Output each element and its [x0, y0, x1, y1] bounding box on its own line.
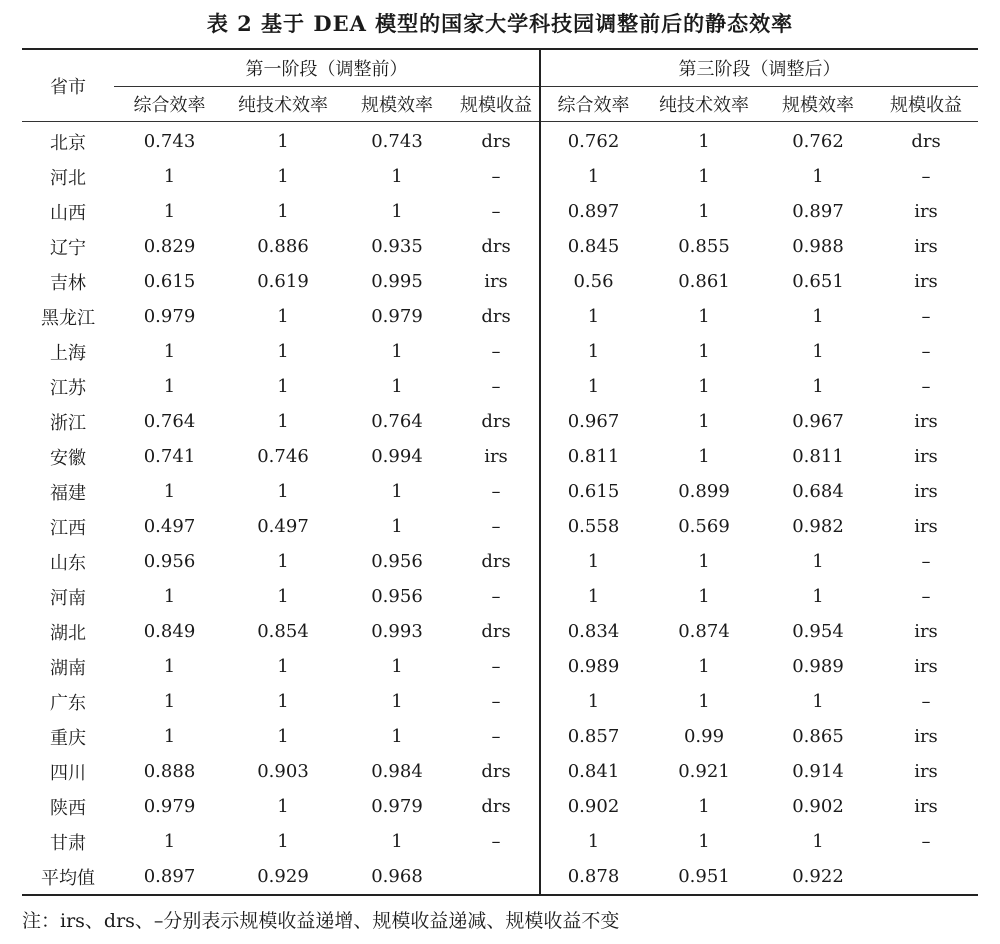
value-cell: 1 [391, 726, 403, 747]
value-cell: drs [481, 621, 511, 642]
value-cell: 1 [163, 831, 176, 852]
value-cell: 1 [277, 796, 289, 817]
col-header: 规模效率 [762, 87, 874, 122]
value-cell: 1 [812, 551, 824, 572]
table-row [22, 369, 978, 404]
value-cell: 1 [391, 341, 403, 362]
value-cell: 0.878 [540, 859, 646, 895]
value-cell: 1 [698, 166, 710, 187]
table-body [22, 122, 978, 896]
value-cell: 0.855 [678, 236, 730, 257]
value-cell: 0.956 [371, 551, 423, 572]
table-row [22, 404, 978, 439]
value-cell: 0.902 [792, 796, 844, 817]
table-row [22, 264, 978, 299]
value-cell: – [491, 586, 501, 607]
value-cell: 1 [277, 306, 289, 327]
value-cell: 1 [812, 166, 824, 187]
province-cell: 黑龙江 [41, 307, 95, 329]
value-cell: 1 [698, 201, 710, 222]
value-cell: 1 [277, 656, 289, 677]
value-cell: 1 [540, 369, 646, 404]
value-cell [453, 859, 540, 895]
value-cell: 1 [698, 796, 710, 817]
value-cell: 1 [698, 306, 710, 327]
value-cell: 0.888 [143, 761, 196, 782]
province-cell: 四川 [50, 762, 86, 784]
value-cell: 0.741 [143, 446, 196, 467]
table-row [22, 194, 978, 229]
value-cell: 1 [698, 691, 710, 712]
value-cell: irs [914, 796, 938, 817]
province-cell: 福建 [50, 482, 86, 504]
value-cell: 1 [277, 341, 289, 362]
value-cell: 1 [540, 544, 646, 579]
value-cell: 0.865 [792, 726, 844, 747]
value-cell: 0.922 [762, 859, 874, 895]
col-header: 规模收益 [874, 87, 978, 122]
value-cell: 1 [277, 411, 289, 432]
value-cell: 1 [698, 341, 710, 362]
table-row [22, 334, 978, 369]
value-cell: 0.811 [792, 446, 844, 467]
value-cell: 0.994 [371, 446, 423, 467]
table-row [22, 474, 978, 509]
value-cell: 1 [163, 166, 176, 187]
value-cell: 1 [540, 334, 646, 369]
province-cell: 湖北 [50, 622, 86, 644]
value-cell: irs [914, 411, 938, 432]
value-cell: 0.619 [257, 271, 309, 292]
province-cell: 江西 [50, 517, 86, 539]
value-cell: 1 [277, 586, 289, 607]
value-cell: 0.989 [540, 649, 646, 684]
value-cell: 1 [391, 656, 403, 677]
value-cell: – [491, 726, 501, 747]
province-cell: 甘肃 [50, 832, 86, 854]
value-cell: irs [914, 621, 938, 642]
value-cell: 0.497 [257, 516, 309, 537]
province-cell: 吉林 [50, 272, 86, 294]
value-cell: 0.897 [114, 859, 225, 895]
value-cell: 0.954 [792, 621, 844, 642]
value-cell: 1 [277, 726, 289, 747]
value-cell: 0.857 [540, 719, 646, 754]
value-cell: irs [484, 446, 508, 467]
province-cell: 辽宁 [50, 237, 86, 259]
province-cell: 上海 [50, 342, 86, 364]
value-cell: 1 [391, 201, 403, 222]
value-cell: – [491, 481, 501, 502]
table-row [22, 649, 978, 684]
value-cell: 0.902 [540, 789, 646, 824]
value-cell: – [491, 376, 501, 397]
table-row [22, 299, 978, 334]
value-cell: 0.886 [257, 236, 309, 257]
value-cell: – [921, 551, 931, 572]
value-cell: 1 [391, 516, 403, 537]
province-cell: 安徽 [50, 447, 86, 469]
value-cell: 0.743 [143, 131, 196, 152]
value-cell: 0.56 [540, 264, 646, 299]
value-cell: 1 [391, 376, 403, 397]
value-cell: 1 [540, 579, 646, 614]
province-cell: 平均值 [22, 859, 114, 895]
value-cell: 1 [698, 376, 710, 397]
value-cell: drs [911, 131, 941, 152]
value-cell: irs [914, 271, 938, 292]
value-cell: 1 [812, 341, 824, 362]
table-row [22, 159, 978, 194]
value-cell: 0.979 [143, 796, 196, 817]
value-cell: 0.993 [371, 621, 423, 642]
value-cell: – [491, 201, 501, 222]
value-cell: 0.569 [678, 516, 730, 537]
value-cell: 0.979 [143, 306, 196, 327]
value-cell [874, 859, 978, 895]
value-cell: – [491, 516, 501, 537]
value-cell: drs [481, 131, 511, 152]
table-title: 表 2 基于 DEA 模型的国家大学科技园调整前后的静态效率 [206, 11, 794, 36]
value-cell: 0.684 [792, 481, 844, 502]
value-cell: irs [914, 201, 938, 222]
table-row [22, 754, 978, 789]
province-cell: 河北 [50, 167, 86, 189]
table-row [22, 122, 978, 160]
value-cell: 0.914 [792, 761, 844, 782]
value-cell: 1 [698, 586, 710, 607]
value-cell: drs [481, 306, 511, 327]
value-cell: 1 [812, 831, 824, 852]
value-cell: – [491, 691, 501, 712]
value-cell: 0.849 [143, 621, 196, 642]
value-cell: 1 [163, 691, 176, 712]
value-cell: 1 [812, 306, 824, 327]
stage3-header: 第三阶段（调整后） [540, 49, 978, 87]
province-cell: 浙江 [50, 412, 86, 434]
value-cell: 0.746 [257, 446, 309, 467]
province-cell: 北京 [50, 132, 86, 154]
table-row [22, 859, 978, 895]
value-cell: 1 [163, 481, 176, 502]
province-cell: 山西 [50, 202, 86, 224]
value-cell: 0.979 [371, 796, 423, 817]
value-cell: – [491, 831, 501, 852]
table-row [22, 824, 978, 859]
value-cell: irs [914, 516, 938, 537]
value-cell: – [921, 306, 931, 327]
value-cell: irs [914, 446, 938, 467]
table-note: 注：irs、drs、–分别表示规模收益递增、规模收益递减、规模收益不变 [22, 910, 620, 932]
value-cell: 0.951 [646, 859, 762, 895]
province-cell: 广东 [50, 692, 86, 714]
value-cell: 1 [277, 831, 289, 852]
value-cell: 0.615 [143, 271, 196, 292]
table-row [22, 789, 978, 824]
value-cell: 0.834 [540, 614, 646, 649]
value-cell: 1 [277, 201, 289, 222]
value-cell: irs [914, 726, 938, 747]
value-cell: 0.841 [540, 754, 646, 789]
value-cell: 0.956 [371, 586, 423, 607]
value-cell: 0.845 [540, 229, 646, 264]
value-cell: 0.979 [371, 306, 423, 327]
value-cell: 1 [540, 299, 646, 334]
value-cell: 0.988 [792, 236, 844, 257]
value-cell: 1 [277, 166, 289, 187]
value-cell: 1 [277, 691, 289, 712]
value-cell: 1 [277, 551, 289, 572]
value-cell: 1 [391, 691, 403, 712]
value-cell: – [491, 341, 501, 362]
col-header: 综合效率 [114, 87, 225, 122]
value-cell: 0.982 [792, 516, 844, 537]
value-cell: 0.497 [143, 516, 196, 537]
value-cell: drs [481, 236, 511, 257]
table-row [22, 579, 978, 614]
value-cell: 1 [540, 824, 646, 859]
value-cell: 0.811 [540, 439, 646, 474]
value-cell: drs [481, 796, 511, 817]
value-cell: 1 [391, 831, 403, 852]
value-cell: irs [914, 481, 938, 502]
value-cell: 1 [540, 159, 646, 194]
province-header: 省市 [22, 49, 114, 122]
value-cell: 0.903 [257, 761, 309, 782]
value-cell: – [921, 831, 931, 852]
value-cell: 0.861 [678, 271, 730, 292]
value-cell: 0.984 [371, 761, 423, 782]
value-cell: 1 [391, 481, 403, 502]
value-cell: 1 [277, 131, 289, 152]
value-cell: drs [481, 551, 511, 572]
value-cell: 1 [698, 446, 710, 467]
value-cell: 1 [812, 586, 824, 607]
value-cell: 0.897 [792, 201, 844, 222]
value-cell: 0.929 [225, 859, 341, 895]
value-cell: 0.968 [341, 859, 453, 895]
value-cell: 1 [277, 481, 289, 502]
value-cell: 0.829 [143, 236, 196, 257]
value-cell: irs [914, 236, 938, 257]
value-cell: 1 [391, 166, 403, 187]
province-cell: 湖南 [50, 657, 86, 679]
table-row [22, 509, 978, 544]
col-header: 综合效率 [540, 87, 646, 122]
value-cell: 0.967 [540, 404, 646, 439]
value-cell: 1 [277, 376, 289, 397]
value-cell: 1 [163, 376, 176, 397]
efficiency-table [22, 48, 978, 896]
col-header: 规模效率 [341, 87, 453, 122]
value-cell: – [921, 376, 931, 397]
value-cell: 0.967 [792, 411, 844, 432]
value-cell: 0.764 [143, 411, 196, 432]
table-row [22, 229, 978, 264]
table-row [22, 719, 978, 754]
value-cell: 1 [698, 131, 710, 152]
value-cell: 1 [812, 691, 824, 712]
table-row [22, 439, 978, 474]
value-cell: 1 [163, 726, 176, 747]
value-cell: – [491, 656, 501, 677]
value-cell: – [921, 586, 931, 607]
value-cell: 0.854 [257, 621, 309, 642]
col-header: 纯技术效率 [646, 87, 762, 122]
value-cell: 0.899 [678, 481, 730, 502]
value-cell: 0.764 [371, 411, 423, 432]
value-cell: 1 [540, 684, 646, 719]
value-cell: 0.989 [792, 656, 844, 677]
province-cell: 重庆 [50, 727, 86, 749]
value-cell: 0.558 [540, 509, 646, 544]
value-cell: 0.995 [371, 271, 423, 292]
value-cell: 1 [698, 831, 710, 852]
value-cell: 1 [698, 656, 710, 677]
value-cell: 1 [163, 201, 176, 222]
value-cell: 1 [698, 551, 710, 572]
value-cell: drs [481, 761, 511, 782]
value-cell: 0.956 [143, 551, 196, 572]
value-cell: 0.651 [792, 271, 844, 292]
col-header: 规模收益 [453, 87, 540, 122]
value-cell: 0.762 [540, 122, 646, 160]
value-cell: 0.762 [792, 131, 844, 152]
value-cell: 1 [163, 656, 176, 677]
table-row [22, 614, 978, 649]
province-cell: 山东 [50, 552, 86, 574]
value-cell: 0.743 [371, 131, 423, 152]
value-cell: irs [484, 271, 508, 292]
value-cell: drs [481, 411, 511, 432]
value-cell: – [921, 691, 931, 712]
col-header: 纯技术效率 [225, 87, 341, 122]
table-row [22, 544, 978, 579]
value-cell: – [491, 166, 501, 187]
value-cell: irs [914, 761, 938, 782]
value-cell: 0.897 [540, 194, 646, 229]
value-cell: – [921, 341, 931, 362]
table-row [22, 684, 978, 719]
value-cell: 0.874 [678, 621, 730, 642]
province-cell: 江苏 [50, 377, 86, 399]
stage1-header: 第一阶段（调整前） [114, 49, 540, 87]
value-cell: 1 [163, 341, 176, 362]
province-cell: 陕西 [50, 797, 86, 819]
value-cell: 1 [698, 411, 710, 432]
value-cell: 1 [812, 376, 824, 397]
value-cell: – [921, 166, 931, 187]
province-cell: 河南 [50, 587, 86, 609]
value-cell: 1 [163, 586, 176, 607]
value-cell: 0.935 [371, 236, 423, 257]
value-cell: 0.615 [540, 474, 646, 509]
value-cell: 0.99 [683, 726, 725, 747]
value-cell: irs [914, 656, 938, 677]
value-cell: 0.921 [678, 761, 730, 782]
